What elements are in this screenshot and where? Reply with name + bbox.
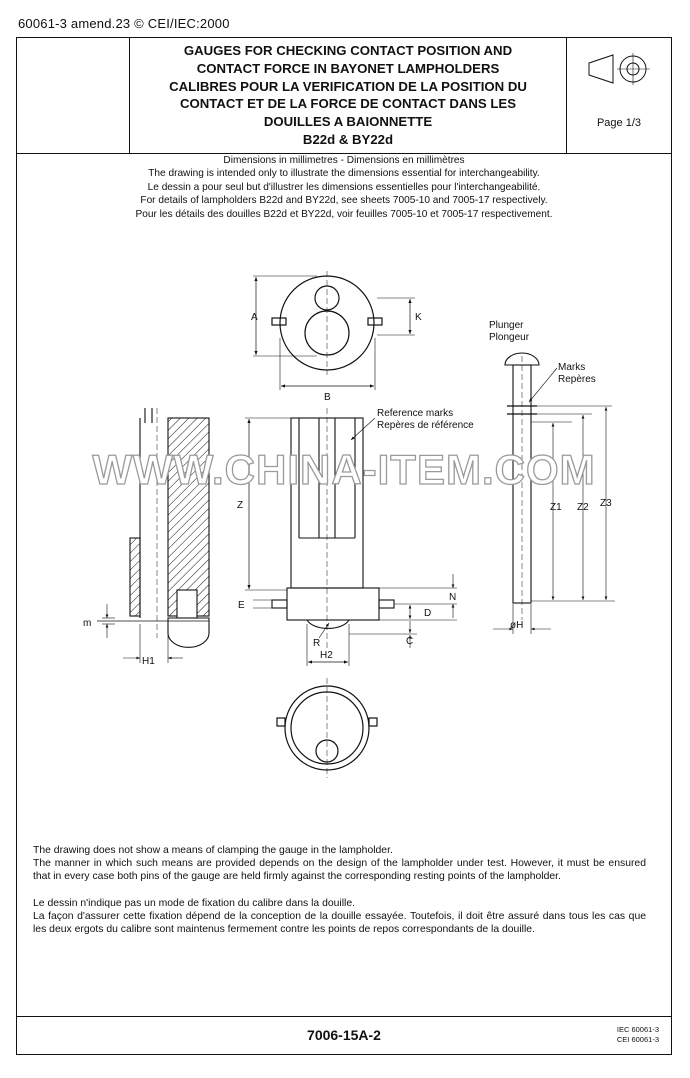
label-z1: Z1 bbox=[550, 502, 562, 513]
technical-drawing bbox=[17, 38, 671, 818]
label-oh: øH bbox=[510, 620, 524, 631]
label-reference-marks-fr: Repères de référence bbox=[377, 420, 474, 431]
standard-sheet bbox=[16, 37, 672, 1055]
title-line-6: B22d & BY22d bbox=[302, 131, 394, 147]
label-reference-marks-en: Reference marks bbox=[377, 408, 454, 419]
plunger-view bbox=[493, 353, 615, 634]
label-d: D bbox=[424, 608, 432, 619]
title-line-5: DOUILLES A BAIONNETTE bbox=[263, 114, 433, 130]
label-k: K bbox=[415, 312, 422, 323]
label-r: R bbox=[313, 638, 321, 649]
intro-line-3: Le dessin a pour seul but d'illustrer les dimensions essentielles pour l'interchangeabilité. bbox=[147, 181, 541, 193]
document-reference: 60061-3 amend.23 © CEI/IEC:2000 bbox=[18, 16, 230, 31]
label-z2: Z2 bbox=[577, 502, 589, 513]
sheet-number: 7006-15A-2 bbox=[307, 1027, 381, 1043]
standard-ref-en: IEC 60061-3 bbox=[616, 1025, 659, 1034]
label-b: B bbox=[324, 392, 331, 403]
intro-line-2: The drawing is intended only to illustrate the dimensions essential for interchangeability. bbox=[148, 168, 540, 180]
bottom-view bbox=[277, 678, 377, 778]
label-e: E bbox=[238, 600, 245, 611]
top-view bbox=[253, 271, 415, 390]
intro-line-5: Pour les détails des douilles B22d et BY22d, voir feuilles 7005-10 et 7005-17 respectivement. bbox=[135, 208, 553, 220]
label-c: C bbox=[406, 636, 414, 647]
note-en-1: The drawing does not show a means of clamping the gauge in the lampholder. bbox=[33, 845, 393, 856]
label-h1: H1 bbox=[142, 656, 155, 667]
standard-ref-fr: CEI 60061-3 bbox=[616, 1034, 659, 1044]
note-fr-2: La façon d'assurer cette fixation dépend de la conception de la douille essayée. Toutefois, il doit être assuré dans tous les cas que les deux ergots du calibre sont maintenus fermement contre les points de repos correspondants de la douille. bbox=[33, 910, 646, 936]
note-fr-1: Le dessin n'indique pas un mode de fixation du calibre dans la douille. bbox=[33, 897, 356, 909]
title-line-4: CONTACT ET DE LA FORCE DE CONTACT DANS LES bbox=[179, 96, 517, 112]
page-number: Page 1/3 bbox=[596, 117, 642, 129]
label-z3: Z3 bbox=[600, 498, 612, 509]
label-m: m bbox=[83, 618, 92, 629]
note-en-2: The manner in which such means are provided depends on the design of the lampholder under test. However, it must be ensured that in every case both pins of the gauge are held firmly against the corresponding resting points of the lampholder. bbox=[33, 858, 646, 883]
label-h2: H2 bbox=[320, 650, 333, 661]
intro-line-4: For details of lampholders B22d and BY22d, see sheets 7005-10 and 7005-17 respectively. bbox=[140, 195, 548, 207]
standard-reference bbox=[617, 1025, 659, 1044]
label-n: N bbox=[449, 592, 457, 603]
label-marks-en: Marks bbox=[558, 362, 586, 373]
footer-block bbox=[17, 1016, 671, 1055]
label-marks-fr: Repères bbox=[558, 374, 596, 385]
watermark: WWW.CHINA-ITEM.COM bbox=[92, 446, 596, 493]
label-plunger-en: Plunger bbox=[489, 320, 524, 331]
label-z: Z bbox=[237, 500, 244, 511]
title-line-2: CONTACT FORCE IN BAYONET LAMPHOLDERS bbox=[196, 60, 500, 76]
label-a: A bbox=[251, 312, 258, 323]
title-line-1: GAUGES FOR CHECKING CONTACT POSITION AND bbox=[183, 43, 513, 58]
title-line-3: CALIBRES POUR LA VERIFICATION DE LA POSITION DU bbox=[169, 78, 527, 94]
label-plunger-fr: Plongeur bbox=[489, 332, 530, 343]
intro-line-1: Dimensions in millimetres - Dimensions en millimètres bbox=[223, 155, 465, 166]
notes-block bbox=[33, 844, 646, 936]
